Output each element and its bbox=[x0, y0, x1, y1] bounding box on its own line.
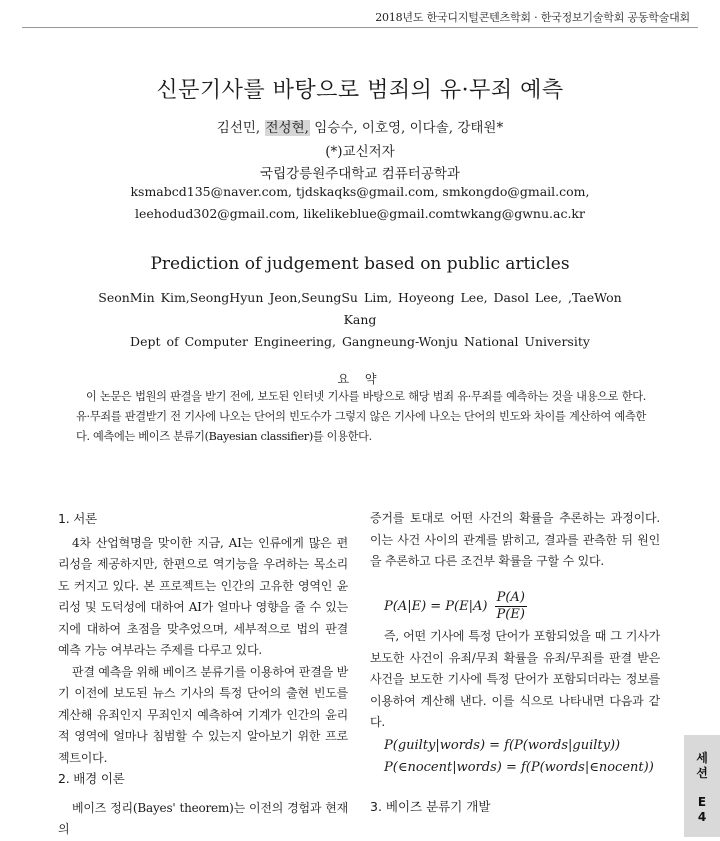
emails-line-2: leehodud302@gmail.com, likelikeblue@gmail.comtwkang@gwnu.ac.kr bbox=[135, 206, 585, 221]
paper-title-english: Prediction of judgement based on public articles bbox=[150, 254, 570, 274]
session-tab-char-1: 세 bbox=[696, 751, 708, 765]
authors-rest: 임승수, 이호영, 이다솔, 강태원* bbox=[314, 120, 504, 136]
left-column bbox=[58, 508, 348, 769]
section-1-heading: 1. 서론 bbox=[58, 511, 98, 526]
innocent-formula: P(∈nocent|words) = f(P(words|∈nocent)) bbox=[384, 760, 654, 775]
session-tab-char-4: 4 bbox=[697, 810, 707, 824]
right-column bbox=[370, 508, 660, 573]
bayes-fraction bbox=[495, 590, 527, 623]
abstract-text: 이 논문은 법원의 판결을 받기 전에, 보도된 인터넷 기사를 바탕으로 해당 범죄 유·무죄를 예측하는 것을 내용으로 한다. 유·무죄를 판결받기 전 기사에 나오는 단어의 빈도수가 그렇지 않은 기사에 나오는 단어의 빈도와 차이를 계산하여 예측한다. 예측에는 베이즈 분류기(Bayesian classifier)를 이용한다. bbox=[76, 390, 646, 443]
section-2-heading: 2. 배경 이론 bbox=[58, 771, 125, 786]
affiliation-korean: 국립강릉원주대학교 컴퓨터공학과 bbox=[260, 166, 460, 182]
bayes-numerator: P(A) bbox=[496, 590, 525, 605]
session-tab-char-3: E bbox=[697, 795, 707, 809]
author-2-highlighted: 전성현, bbox=[265, 120, 309, 136]
affiliation-english: Dept of Computer Engineering, Gangneung-Wonju National University bbox=[130, 334, 590, 349]
abstract-body bbox=[76, 387, 646, 447]
bayes-formula-lhs: P(A|E) = P(E|A) bbox=[384, 599, 488, 614]
emails-line-1: ksmabcd135@naver.com, tjdskaqks@gmail.com, smkongdo@gmail.com, bbox=[130, 184, 590, 199]
conference-header: 2018년도 한국디지털콘텐츠학회 · 한국정보기술학회 공동학술대회 bbox=[375, 11, 690, 24]
authors-english-line-1: SeonMin Kim,SeongHyun Jeon,SeungSu Lim, Hoyeong Lee, Dasol Lee, ,TaeWon bbox=[98, 290, 622, 305]
bayes-denominator: P(E) bbox=[496, 607, 525, 622]
bayes-description: 증거를 토대로 어떤 사건의 확률을 추론하는 과정이다. 이는 사건 사이의 관계를 밝히고, 결과를 관측한 뒤 원인을 추론하고 다른 조건부 확률을 구할 수 있다. bbox=[370, 511, 660, 568]
guilty-formula: P(guilty|words) = f(P(words|guilty)) bbox=[384, 738, 621, 753]
bayes-application-text: 즉, 어떤 기사에 특정 단어가 포함되었을 때 그 기사가 보도한 사건이 유죄/무죄 확률을 유죄/무죄를 판결 받은 사건을 보도한 기사에 특정 단어가 포함되더라는 정보를 이용하여 계산해 낸다. 이를 식으로 나타내면 다음과 같다. bbox=[370, 629, 660, 729]
authors-english-line-2: Kang bbox=[343, 312, 377, 327]
section-2-paragraph-1: 베이즈 정리(Bayes' theorem)는 이전의 경험과 현재의 bbox=[58, 800, 348, 836]
section-1-paragraph-2: 판결 예측을 위해 베이즈 분류기를 이용하여 판결을 받기 이전에 보도된 뉴스 기사의 특정 단어의 출현 빈도를 계산해 유죄인지 무죄인지 예측하여 기계가 인간의 윤리적 영역에 얼마나 침범할 수 있는지 알아보기 위한 프로젝트이다. bbox=[58, 664, 348, 765]
session-tab bbox=[684, 735, 720, 837]
right-column-paragraph-2 bbox=[370, 626, 660, 734]
header-divider bbox=[22, 27, 698, 28]
session-tab-char-2: 션 bbox=[696, 766, 708, 780]
corresponding-author-note: (*)교신저자 bbox=[325, 144, 395, 160]
section-1-paragraph-1: 4차 산업혁명을 맞이한 지금, AI는 인류에게 많은 편리성을 제공하지만, 한편으로 역기능을 우려하는 목소리도 커지고 있다. 본 프로젝트는 인간의 고유한 영역인 윤리성 및 도덕성에 대하여 AI가 얼마나 영향을 줄 수 있는지에 대하여 초점을 맞추었으며, 세부적으로 법의 판결 예측 가능 여부라는 주제를 다루고 있다. bbox=[58, 535, 348, 657]
abstract-heading: 요 약 bbox=[337, 372, 383, 386]
authors-korean bbox=[0, 116, 720, 136]
section-3-heading: 3. 베이즈 분류기 개발 bbox=[370, 799, 491, 814]
left-column-section-2 bbox=[58, 768, 348, 841]
bayes-formula bbox=[384, 590, 527, 623]
paper-title-korean: 신문기사를 바탕으로 범죄의 유·무죄 예측 bbox=[156, 78, 564, 103]
author-1: 김선민, bbox=[216, 120, 261, 136]
